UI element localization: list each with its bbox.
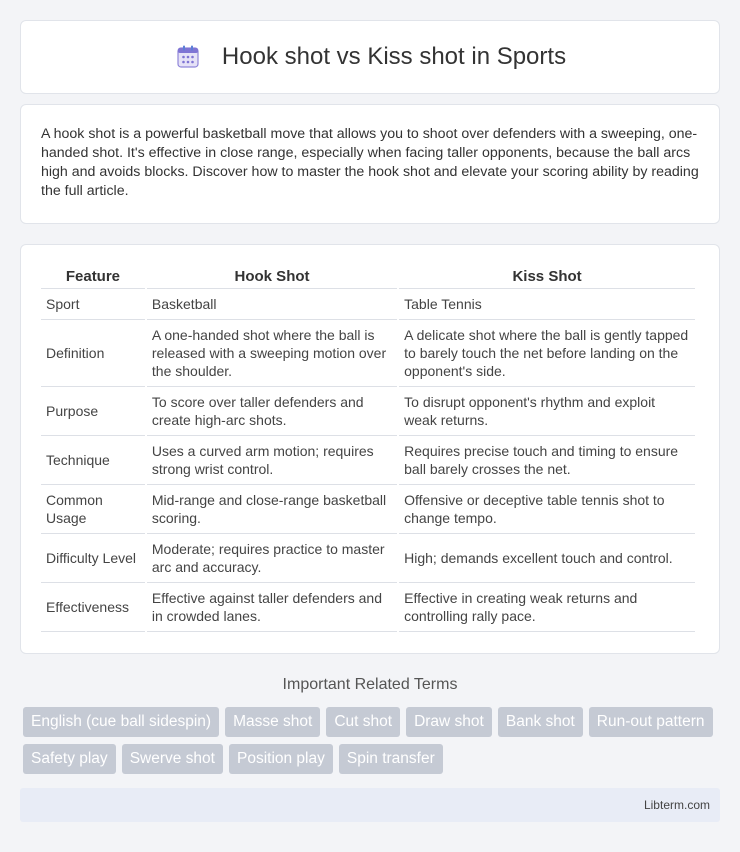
table-row (41, 289, 695, 320)
page-title: Hook shot vs Kiss shot in Sports (221, 43, 567, 70)
title-wrap (174, 43, 566, 71)
row-feature: Common Usage (41, 485, 145, 534)
comparison-card (20, 244, 720, 654)
table-row (41, 485, 695, 534)
row-feature: Difficulty Level (41, 534, 145, 583)
row-kiss-value: To disrupt opponent's rhythm and exploit weak returns. (399, 387, 695, 436)
table-header-row (41, 265, 695, 289)
related-terms-tags (23, 707, 723, 774)
footer-site-link[interactable]: Libterm.com (643, 798, 710, 812)
header-kiss-shot: Kiss Shot (399, 265, 695, 289)
row-feature: Technique (41, 436, 145, 485)
header-feature: Feature (41, 265, 145, 289)
header-card (20, 20, 720, 94)
row-kiss-value: Table Tennis (399, 289, 695, 320)
row-hook-value: To score over taller defenders and create high-arc shots. (147, 387, 397, 436)
related-tag[interactable]: Safety play (23, 744, 116, 774)
row-feature: Sport (41, 289, 145, 320)
related-tag[interactable]: Bank shot (498, 707, 583, 737)
related-terms-title: Important Related Terms (282, 676, 458, 693)
table-row (41, 583, 695, 632)
related-tag[interactable]: Cut shot (326, 707, 400, 737)
related-tag[interactable]: Masse shot (225, 707, 320, 737)
row-kiss-value: High; demands excellent touch and control. (399, 534, 695, 583)
row-kiss-value: Effective in creating weak returns and controlling rally pace. (399, 583, 695, 632)
related-tag[interactable]: Position play (229, 744, 333, 774)
row-hook-value: Mid-range and close-range basketball scoring. (147, 485, 397, 534)
related-tag[interactable]: Swerve shot (122, 744, 223, 774)
comparison-table (39, 265, 697, 632)
row-hook-value: Uses a curved arm motion; requires strong wrist control. (147, 436, 397, 485)
row-hook-value: Moderate; requires practice to master arc and accuracy. (147, 534, 397, 583)
row-hook-value: Basketball (147, 289, 397, 320)
related-tag[interactable]: Spin transfer (339, 744, 443, 774)
related-tag[interactable]: Draw shot (406, 707, 492, 737)
row-hook-value: A one-handed shot where the ball is released with a sweeping motion over the shoulder. (147, 320, 397, 387)
table-row (41, 387, 695, 436)
calendar-icon (174, 43, 202, 71)
row-kiss-value: Requires precise touch and timing to ensure ball barely crosses the net. (399, 436, 695, 485)
row-feature: Definition (41, 320, 145, 387)
row-feature: Effectiveness (41, 583, 145, 632)
table-row (41, 320, 695, 387)
table-row (41, 436, 695, 485)
header-hook-shot: Hook Shot (147, 265, 397, 289)
row-kiss-value: A delicate shot where the ball is gently tapped to barely touch the net before landing on the opponent's side. (399, 320, 695, 387)
intro-card (20, 104, 720, 224)
row-hook-value: Effective against taller defenders and in crowded lanes. (147, 583, 397, 632)
related-tag[interactable]: Run-out pattern (589, 707, 713, 737)
related-tag[interactable]: English (cue ball sidespin) (23, 707, 219, 737)
intro-text: A hook shot is a powerful basketball move that allows you to shoot over defenders with a sweeping, one-handed shot. It's effective in close range, especially when facing taller opponents, because the ball arcs high and avoids blocks. Discover how to master the hook shot and elevate your scoring ability by reading the full article. (41, 126, 699, 199)
row-kiss-value: Offensive or deceptive table tennis shot to change tempo. (399, 485, 695, 534)
footer (20, 788, 720, 822)
table-row (41, 534, 695, 583)
row-feature: Purpose (41, 387, 145, 436)
